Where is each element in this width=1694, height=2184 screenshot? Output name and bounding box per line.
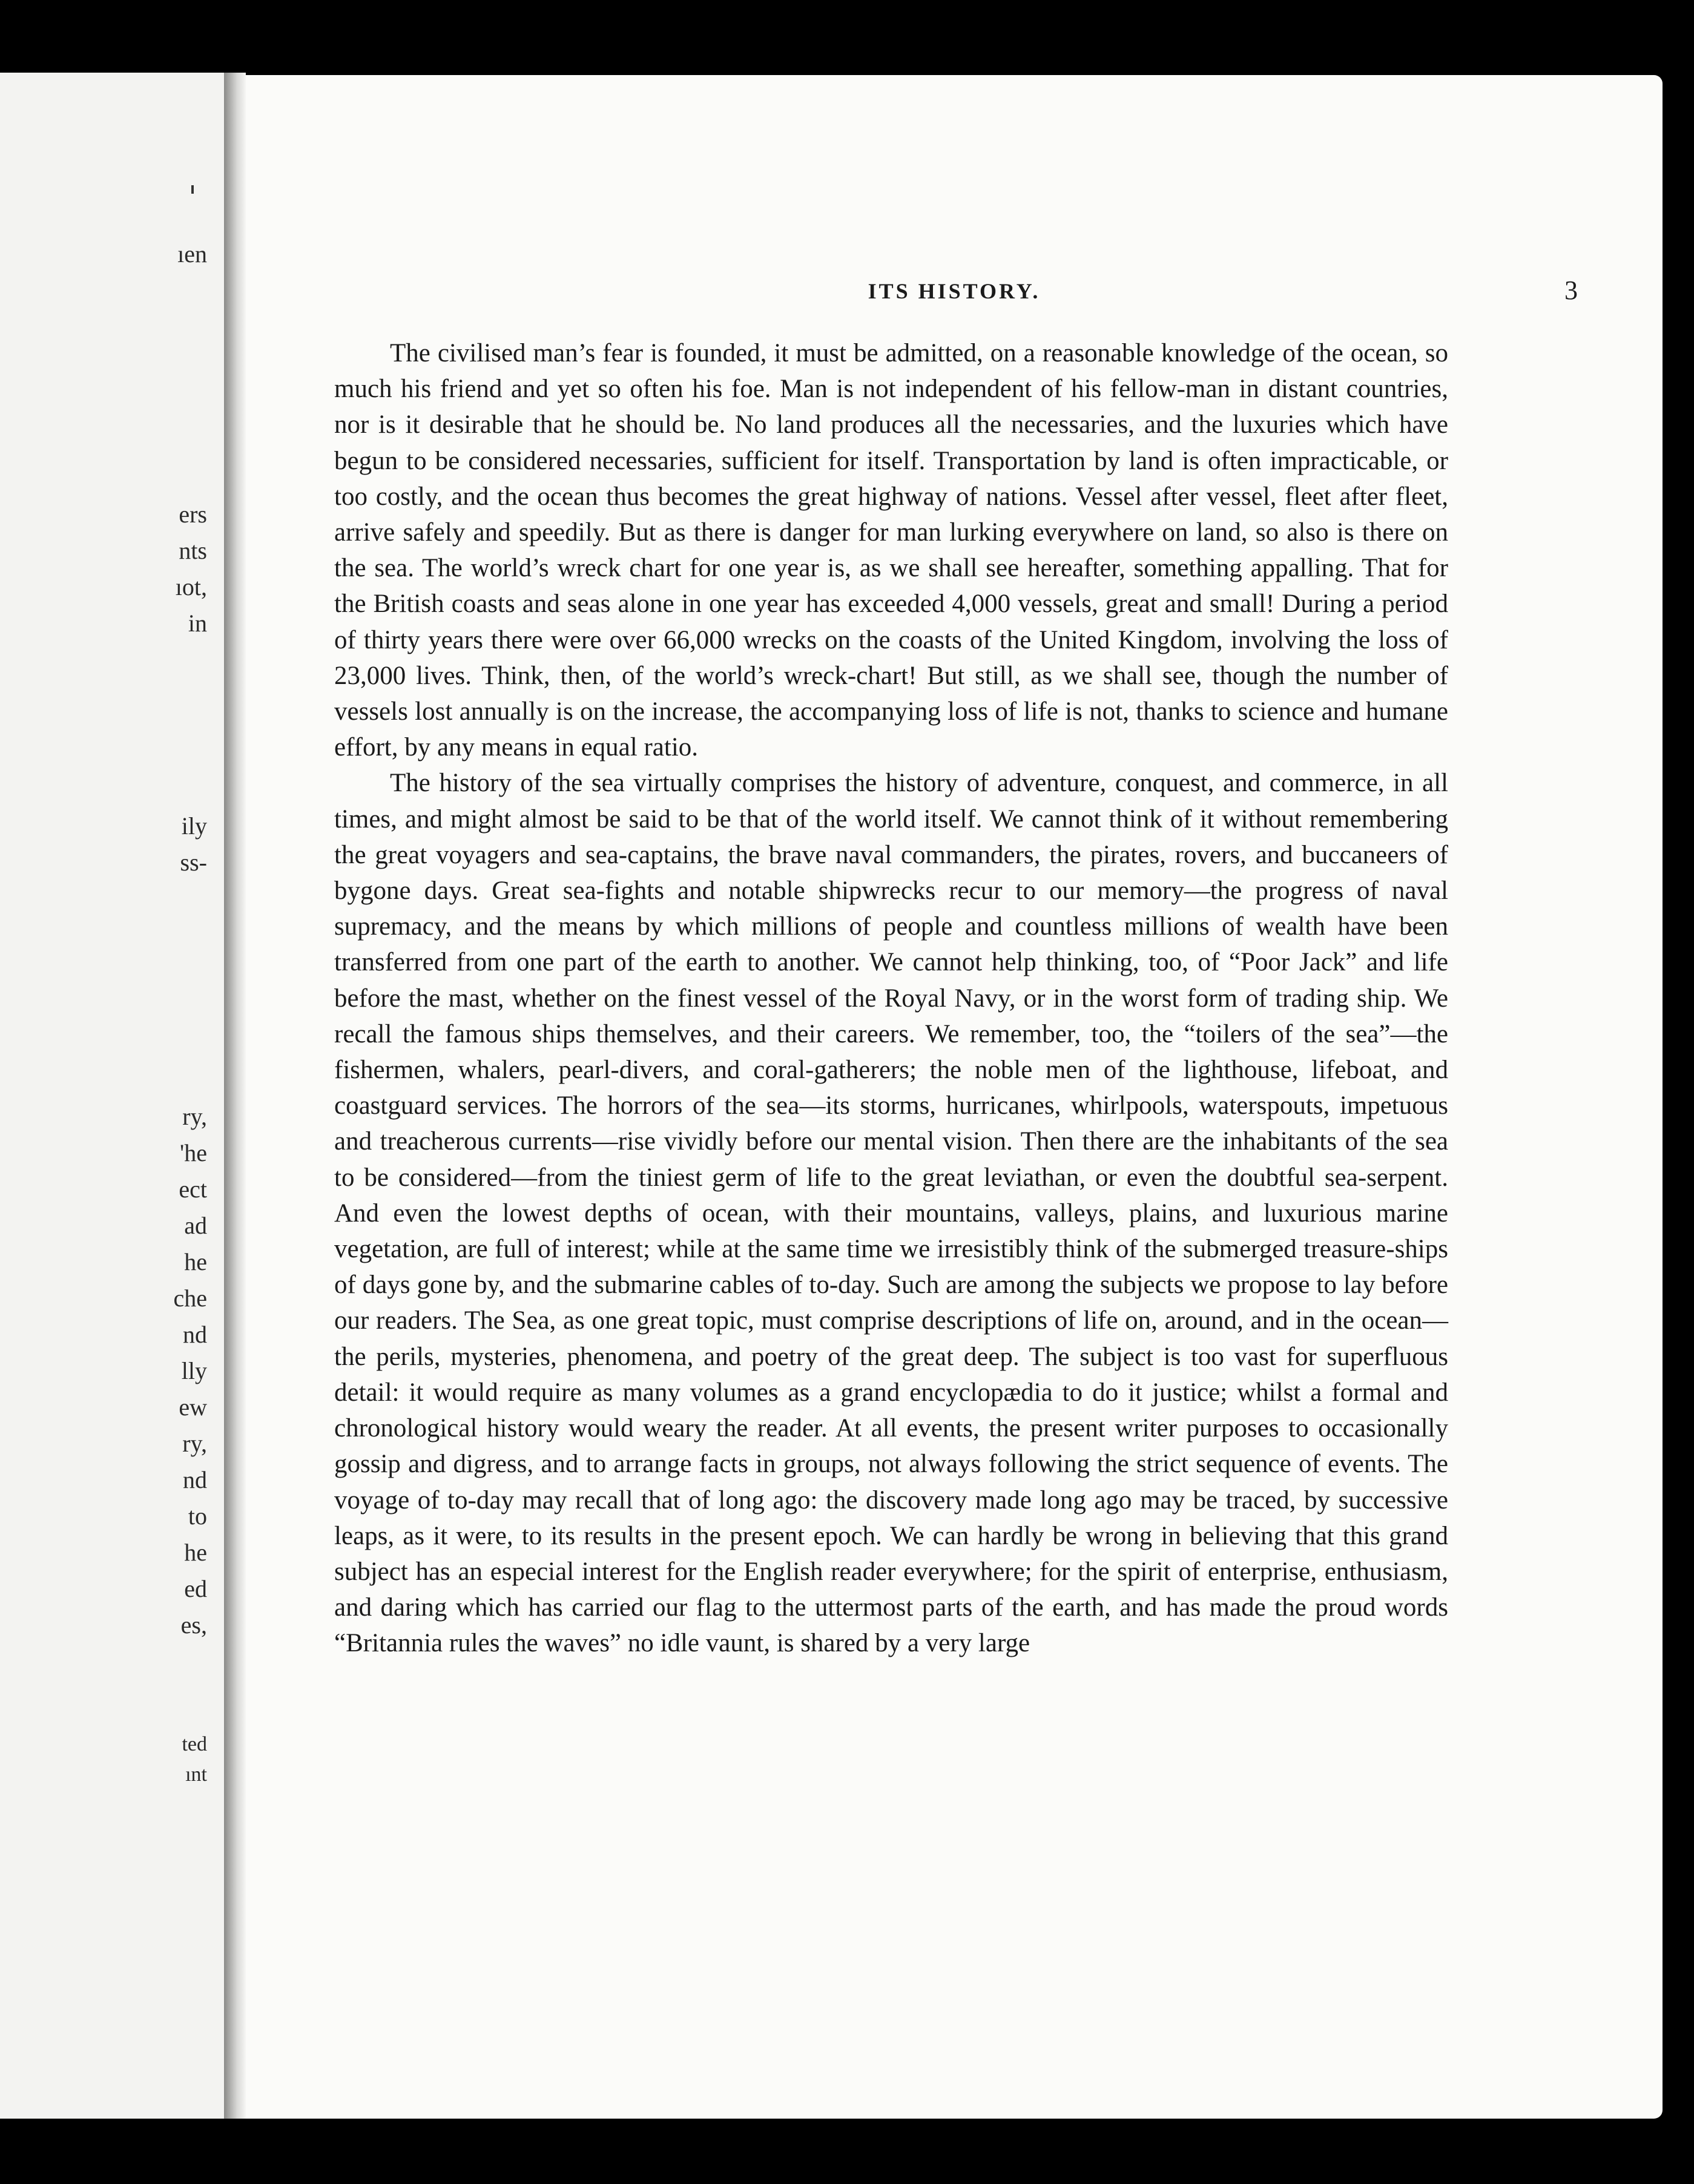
left-page-fragment: ry,	[182, 1430, 207, 1457]
left-page-fragment: to	[188, 1502, 207, 1530]
left-page-fragment: ıen	[177, 240, 207, 268]
book-gutter	[224, 73, 246, 2119]
left-page-fragment: ad	[184, 1212, 207, 1239]
paragraph: The history of the sea virtually comprises the history of adventure, conquest, and commerce, in all times, and might almost be said to be that of the world itself. We cannot think of it without remembering the great voyagers and sea-captains, the brave naval commanders, the pirates, rovers, and buccaneers of bygone days. Great sea-fights and notable shipwrecks recur to our memory—the progress of naval supremacy, and the means by which millions of people and countless millions of wealth have been transferred from one part of the earth to another. We cannot help thinking, too, of “Poor Jack” and life before the mast, whether on the finest vessel of the Royal Navy, or in the worst form of trading ship. We recall the famous ships themselves, and their careers. We remember, too, the “toilers of the sea”—the fishermen, whalers, pearl-divers, and coral-gatherers; the noble men of the lighthouse, lifeboat, and coastguard services. The horrors of the sea—its storms, hurricanes, whirlpools, waterspouts, impetuous and treacherous currents—rise vividly before our mental vision. Then there are the inhabitants of the sea to be considered—from the tiniest germ of life to the great leviathan, or even the doubtful sea-serpent. And even the lowest depths of ocean, with their mountains, valleys, plains, and luxurious marine vegetation, are full of interest; while at the same time we irresistibly think of the submerged treasure-ships of days gone by, and the submarine cables of to-day. Such are among the subjects we propose to lay before our readers. The Sea, as one great topic, must comprise descriptions of life on, around, and in the ocean—the perils, mysteries, phenomena, and poetry of the great deep. The subject is too vast for superfluous detail: it would require as many volumes as a grand encyclopædia to do it justice; whilst a formal and chronological history would weary the reader. At all events, the present writer purposes to occasionally gossip and digress, and to arrange facts in groups, not always following the strict sequence of events. The voyage of to-day may recall that of long ago: the discovery made long ago may be traced, by successive leaps, as it were, to its results in the present epoch. We can hardly be wrong in believing that this grand subject has an especial interest for the English reader everywhere; for the spirit of enterprise, enthusiasm, and daring which has carried our flag to the uttermost parts of the earth, and has made the proud words “Britannia rules the waves” no idle vaunt, is shared by a very large	[334, 769, 1448, 1658]
left-page-fragment: es,	[180, 1611, 207, 1639]
left-page-fragment: nts	[179, 537, 207, 564]
paragraph: The civilised man’s fear is founded, it must be admitted, on a reasonable knowledge of the ocean, so much his friend and yet so often his foe. Man is not independent of his fellow-man in distant countries, nor is it desirable that he should be. No land produces all the necessaries, and the luxuries which have begun to be considered necessaries, sufficient for itself. Transportation by land is often impracticable, or too costly, and the ocean thus becomes the great highway of nations. Vessel after vessel, fleet after fleet, arrive safely and speedily. But as there is danger for man lurking everywhere on land, so also is there on the sea. The world’s wreck chart for one year is, as we shall see hereafter, something appalling. That for the British coasts and seas alone in one year has exceeded 4,000 vessels, great and small! During a period of thirty years there were over 66,000 wrecks on the coasts of the United Kingdom, involving the loss of 23,000 lives. Think, then, of the world’s wreck-chart! But still, as we shall see, though the number of vessels lost annually is on the increase, the accompanying loss of life is not, thanks to science and humane effort, by any means in equal ratio.	[334, 339, 1448, 762]
left-page-fragment: nd	[183, 1321, 207, 1348]
left-page-fragment: ed	[184, 1575, 207, 1602]
left-page-fragment: he	[184, 1539, 207, 1566]
left-page-fragment: lly	[181, 1357, 207, 1384]
left-page-fragment: nd	[183, 1466, 207, 1493]
left-page-fragment: ıot,	[175, 573, 207, 600]
left-page-fragment: ted	[182, 1733, 207, 1755]
left-page-fragment: in	[188, 610, 207, 637]
left-page-fragment: ect	[179, 1176, 207, 1203]
page-number: 3	[1564, 275, 1578, 305]
left-page-text-fragments	[0, 73, 224, 2119]
left-page-fragment: che	[173, 1284, 207, 1312]
left-page-fragment: ry,	[182, 1103, 207, 1130]
page-header	[246, 275, 1663, 315]
left-page-fragment: 'he	[180, 1139, 207, 1166]
left-page-fragment: ers	[179, 501, 207, 528]
body-text	[334, 335, 1448, 1662]
book-page	[246, 75, 1663, 2119]
left-page-fragment: ew	[179, 1393, 207, 1421]
left-page-fragment: ınt	[185, 1763, 207, 1786]
running-title: ITS HISTORY.	[868, 279, 1041, 303]
left-page-fragment: ily	[181, 812, 207, 840]
left-page-fragment: ss-	[180, 849, 207, 876]
left-page-edge	[0, 73, 224, 2119]
left-page-fragment: he	[184, 1248, 207, 1275]
